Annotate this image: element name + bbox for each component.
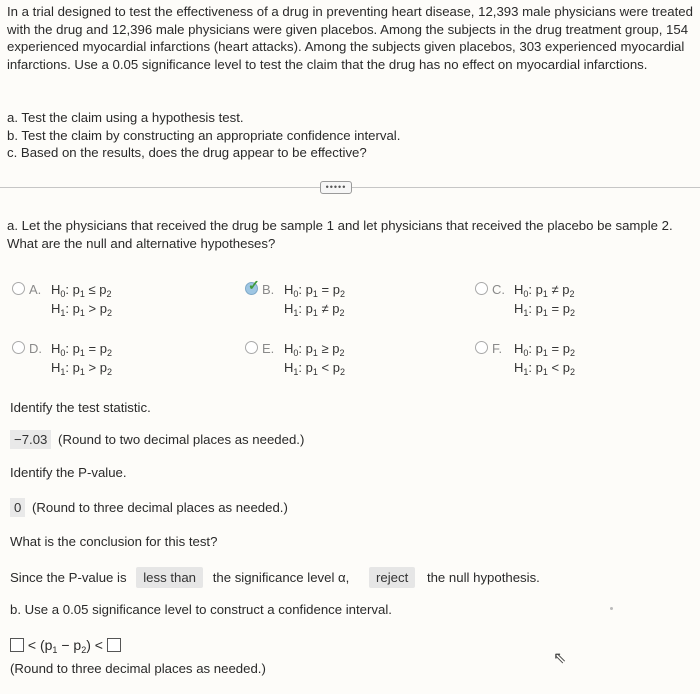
p-value-note: (Round to three decimal places as needed.) [32, 500, 288, 515]
checkmark-icon: ✓ [248, 277, 260, 293]
conclusion-row [10, 567, 540, 588]
null-hypothesis: $H_0$: $p_1 \ne p_2$ [514, 282, 575, 299]
choice-letter: C. [492, 282, 505, 297]
ci-expression: $(p_1 - p_2)$ [39, 637, 91, 655]
radio-button[interactable] [245, 341, 258, 354]
decorative-dot [610, 607, 613, 610]
radio-button[interactable] [12, 282, 25, 295]
conclusion-middle: the significance level α, [212, 570, 350, 585]
conclusion-suffix: the null hypothesis. [426, 570, 540, 585]
test-statistic-row [10, 430, 304, 449]
radio-button[interactable] [12, 341, 25, 354]
alternative-hypothesis: $H_1$: $p_1 > p_2$ [51, 360, 112, 377]
choice-letter: A. [29, 282, 42, 297]
decision-dropdown[interactable]: reject [369, 567, 415, 588]
ci-lower-input[interactable] [10, 638, 24, 652]
pvalue-comparison-dropdown[interactable]: less than [136, 567, 203, 588]
p-value-row [10, 498, 288, 517]
null-hypothesis: $H_0$: $p_1 = p_2$ [51, 341, 112, 358]
part-c-text: c. Based on the results, does the drug appear to be effective? [7, 145, 367, 161]
test-statistic-label: Identify the test statistic. [10, 400, 151, 415]
less-than-symbol: < [94, 637, 103, 653]
null-hypothesis: $H_0$: $p_1 \ge p_2$ [284, 341, 345, 358]
problem-statement: In a trial designed to test the effectiveness of a drug in preventing heart disease, 12,393 male physicians were treated with the drug and 12,396 male physicians were given placebos. Among the subjects in the drug treatment group, 154 experienced myocardial infarctions (heart attacks). Among the subjects given placebos, 303 experienced myocardial infarctions. Use a 0.05 significance level to test the claim that the drug has no effect on myocardial infarctions. [7, 4, 693, 72]
expand-button[interactable]: ••••• [320, 181, 352, 194]
part-a-text: a. Test the claim using a hypothesis test. [7, 110, 244, 125]
question-a-prompt: a. Let the physicians that received the drug be sample 1 and let physicians that received the placebo be sample 2. What are the null and alternative hypotheses? [7, 218, 673, 251]
p-value-label: Identify the P-value. [10, 465, 127, 480]
alternative-hypothesis: $H_1$: $p_1 \ne p_2$ [284, 301, 345, 318]
alternative-hypothesis: $H_1$: $p_1 < p_2$ [284, 360, 345, 377]
mouse-cursor-icon: ⇖ [553, 650, 567, 667]
choice-letter: F. [492, 341, 503, 356]
conclusion-prefix: Since the P-value is [10, 570, 127, 585]
alternative-hypothesis: $H_1$: $p_1 = p_2$ [514, 301, 575, 318]
null-hypothesis: $H_0$: $p_1 \le p_2$ [51, 282, 112, 299]
null-hypothesis: $H_0$: $p_1 = p_2$ [514, 341, 575, 358]
radio-button[interactable] [475, 282, 488, 295]
part-b-text: b. Test the claim by constructing an appropriate confidence interval. [7, 127, 401, 143]
choice-letter: B. [262, 282, 275, 297]
test-statistic-note: (Round to two decimal places as needed.) [58, 432, 305, 447]
confidence-interval-row [10, 637, 121, 659]
ci-upper-input[interactable] [107, 638, 121, 652]
null-hypothesis: $H_0$: $p_1 = p_2$ [284, 282, 345, 299]
problem-parts-list [7, 109, 400, 162]
alternative-hypothesis: $H_1$: $p_1 > p_2$ [51, 301, 112, 318]
less-than-symbol: < [27, 637, 37, 653]
choice-letter: E. [262, 341, 275, 356]
choice-letter: D. [29, 341, 42, 356]
part-b-label: b. Use a 0.05 significance level to construct a confidence interval. [10, 602, 392, 617]
radio-button[interactable] [475, 341, 488, 354]
p-value-answer[interactable]: 0 [10, 498, 25, 517]
alternative-hypothesis: $H_1$: $p_1 < p_2$ [514, 360, 575, 377]
conclusion-label: What is the conclusion for this test? [10, 534, 218, 549]
ci-note: (Round to three decimal places as needed.) [10, 661, 266, 676]
test-statistic-answer[interactable]: −7.03 [10, 430, 51, 449]
